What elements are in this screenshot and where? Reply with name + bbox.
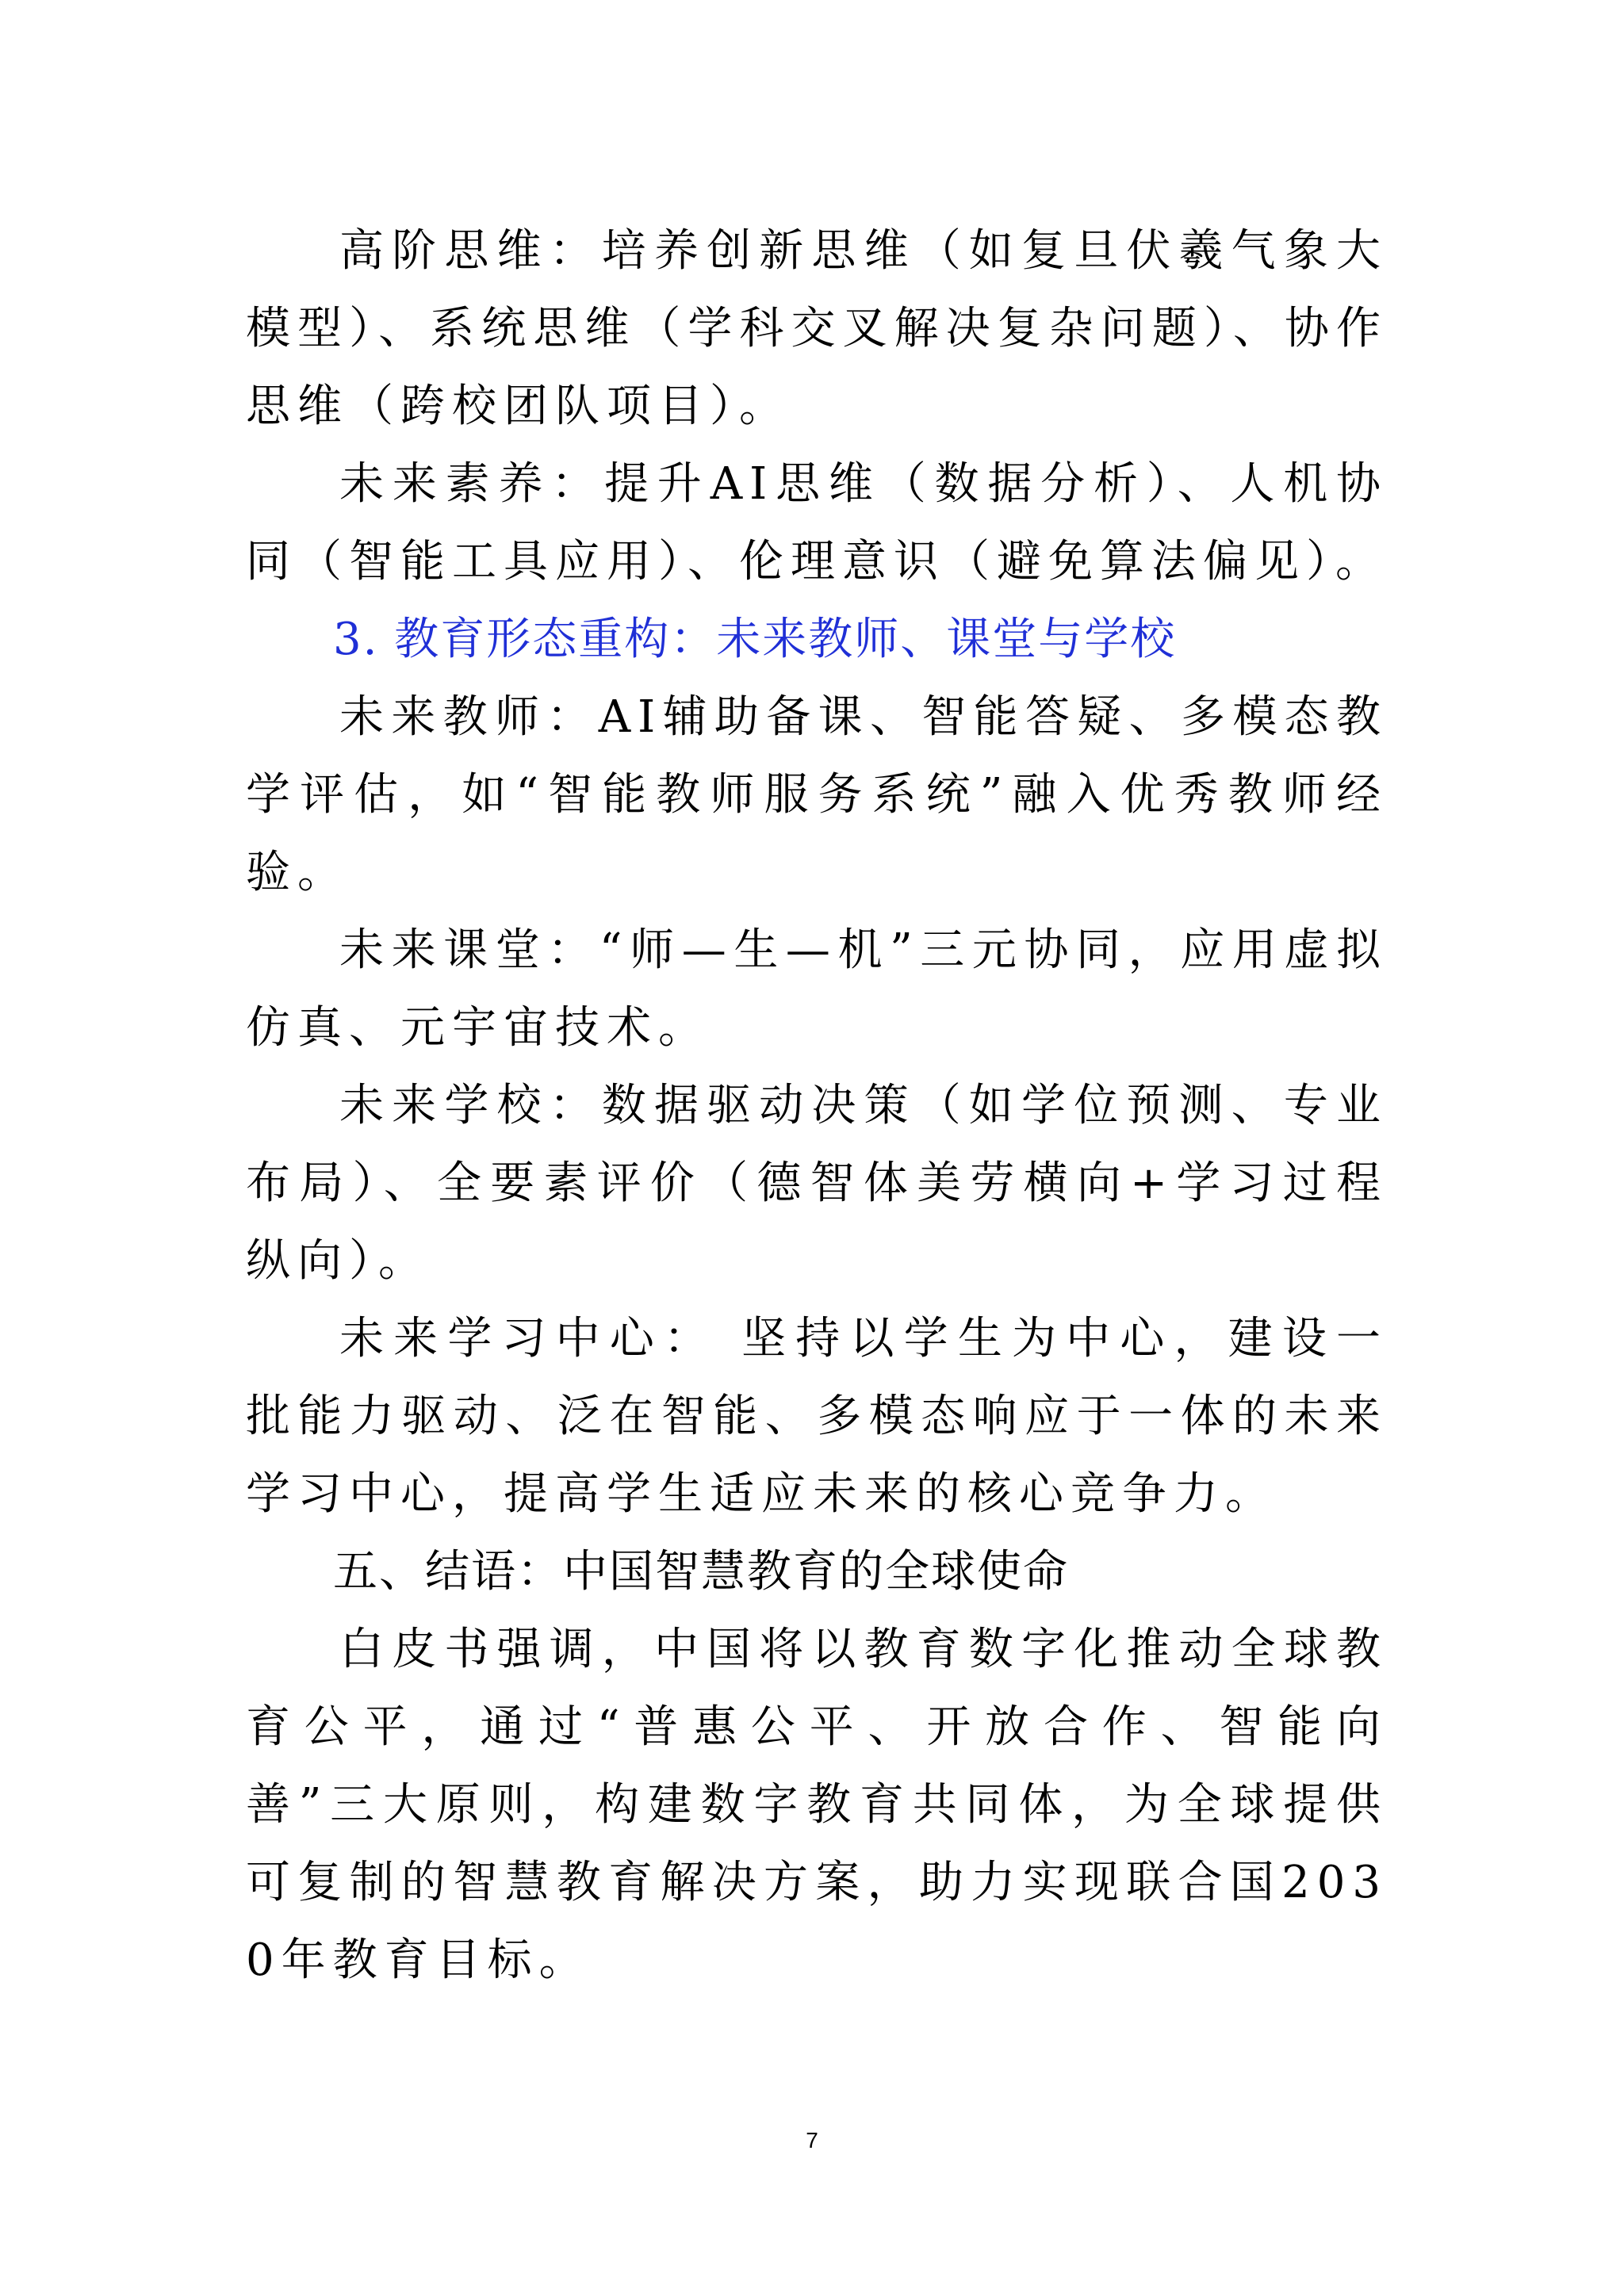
paragraph-higher-order-thinking: 高阶思维：培养创新思维（如复旦伏羲气象大模型）、系统思维（学科交叉解决复杂问题）、协作思维（跨校团队项目）。: [246, 225, 1388, 432]
section-heading-education-reshaping: 3. 教育形态重构：未来教师、课堂与学校: [333, 614, 1177, 665]
page-number: 7: [806, 2128, 818, 2152]
paragraph-future-classroom: 未来课堂：“师—生—机”三元协同，应用虚拟仿真、元宇宙技术。: [246, 924, 1388, 1054]
paragraph-future-school: 未来学校：数据驱动决策（如学位预测、专业布局）、全要素评价（德智体美劳横向+学习过程纵向）。: [246, 1080, 1388, 1287]
paragraph-future-teachers: 未来教师：AI辅助备课、智能答疑、多模态教学评估，如“智能教师服务系统”融入优秀教师经验。: [246, 691, 1388, 898]
section-heading-conclusion: 五、结语：中国智慧教育的全球使命: [333, 1546, 1069, 1598]
paragraph-future-literacy: 未来素养：提升AI思维（数据分析）、人机协同（智能工具应用）、伦理意识（避免算法偏见）。: [246, 458, 1388, 587]
page-body: [246, 212, 1388, 1999]
paragraph-future-learning-center: 未来学习中心： 坚持以学生为中心，建设一批能力驱动、泛在智能、多模态响应于一体的未来学习中心，提高学生适应未来的核心竞争力。: [246, 1313, 1388, 1520]
paragraph-conclusion: 白皮书强调，中国将以教育数字化推动全球教育公平，通过“普惠公平、开放合作、智能向善”三大原则，构建数字教育共同体，为全球提供可复制的智慧教育解决方案，助力实现联合国2030年教育目标。: [246, 1624, 1388, 1986]
